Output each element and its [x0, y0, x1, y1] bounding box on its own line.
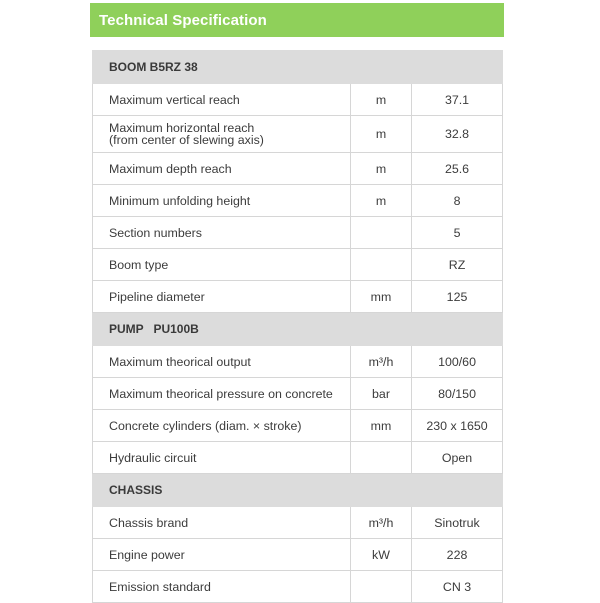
- spec-label: Maximum theorical pressure on concrete: [93, 378, 351, 410]
- spec-unit: [351, 249, 412, 281]
- table-row: [93, 116, 503, 153]
- spec-unit: m: [351, 84, 412, 116]
- table-row: [93, 281, 503, 313]
- spec-label: Maximum vertical reach: [93, 84, 351, 116]
- section-header-boom: [93, 51, 503, 84]
- spec-unit: [351, 571, 412, 603]
- spec-value: 5: [412, 217, 503, 249]
- spec-value: Sinotruk: [412, 507, 503, 539]
- table-row: [93, 217, 503, 249]
- table-row: [93, 571, 503, 603]
- spec-label: Minimum unfolding height: [93, 185, 351, 217]
- spec-label: Pipeline diameter: [93, 281, 351, 313]
- table-row: [93, 249, 503, 281]
- spec-label: Engine power: [93, 539, 351, 571]
- spec-unit: m³/h: [351, 507, 412, 539]
- spec-header: [90, 3, 504, 37]
- table-row: [93, 346, 503, 378]
- spec-value: 228: [412, 539, 503, 571]
- spec-value: 37.1: [412, 84, 503, 116]
- spec-value: 8: [412, 185, 503, 217]
- spec-label: Hydraulic circuit: [93, 442, 351, 474]
- spec-unit: m: [351, 185, 412, 217]
- table-row: [93, 539, 503, 571]
- spec-value: 80/150: [412, 378, 503, 410]
- section-header-chassis: [93, 474, 503, 507]
- spec-unit: [351, 442, 412, 474]
- table-row: [93, 185, 503, 217]
- spec-label: Concrete cylinders (diam. × stroke): [93, 410, 351, 442]
- spec-value: 230 x 1650: [412, 410, 503, 442]
- spec-unit: [351, 217, 412, 249]
- spec-value: CN 3: [412, 571, 503, 603]
- section-title: CHASSIS: [93, 474, 503, 507]
- section-header-pump: [93, 313, 503, 346]
- spec-value: 32.8: [412, 116, 503, 153]
- spec-unit: bar: [351, 378, 412, 410]
- spec-unit: m: [351, 153, 412, 185]
- spec-value: 100/60: [412, 346, 503, 378]
- table-row: [93, 378, 503, 410]
- section-title: BOOM B5RZ 38: [93, 51, 503, 84]
- table-row: [93, 84, 503, 116]
- spec-label: Emission standard: [93, 571, 351, 603]
- spec-unit: mm: [351, 281, 412, 313]
- section-title: PUMP PU100B: [93, 313, 503, 346]
- table-row: [93, 442, 503, 474]
- table-row: [93, 410, 503, 442]
- spec-unit: mm: [351, 410, 412, 442]
- spec-unit: m: [351, 116, 412, 153]
- page-title: Technical Specification: [99, 11, 267, 29]
- spec-unit: m³/h: [351, 346, 412, 378]
- spec-value: 125: [412, 281, 503, 313]
- spec-label: [93, 116, 351, 153]
- spec-label: Maximum depth reach: [93, 153, 351, 185]
- spec-value: RZ: [412, 249, 503, 281]
- spec-value: Open: [412, 442, 503, 474]
- spec-table: [92, 50, 503, 603]
- spec-unit: kW: [351, 539, 412, 571]
- spec-label-line2: (from center of slewing axis): [109, 133, 264, 147]
- table-row: [93, 153, 503, 185]
- spec-label-line1: Maximum horizontal reach: [109, 121, 255, 135]
- spec-value: 25.6: [412, 153, 503, 185]
- table-row: [93, 507, 503, 539]
- spec-label: Maximum theorical output: [93, 346, 351, 378]
- spec-label: Boom type: [93, 249, 351, 281]
- spec-label: Chassis brand: [93, 507, 351, 539]
- spec-label: Section numbers: [93, 217, 351, 249]
